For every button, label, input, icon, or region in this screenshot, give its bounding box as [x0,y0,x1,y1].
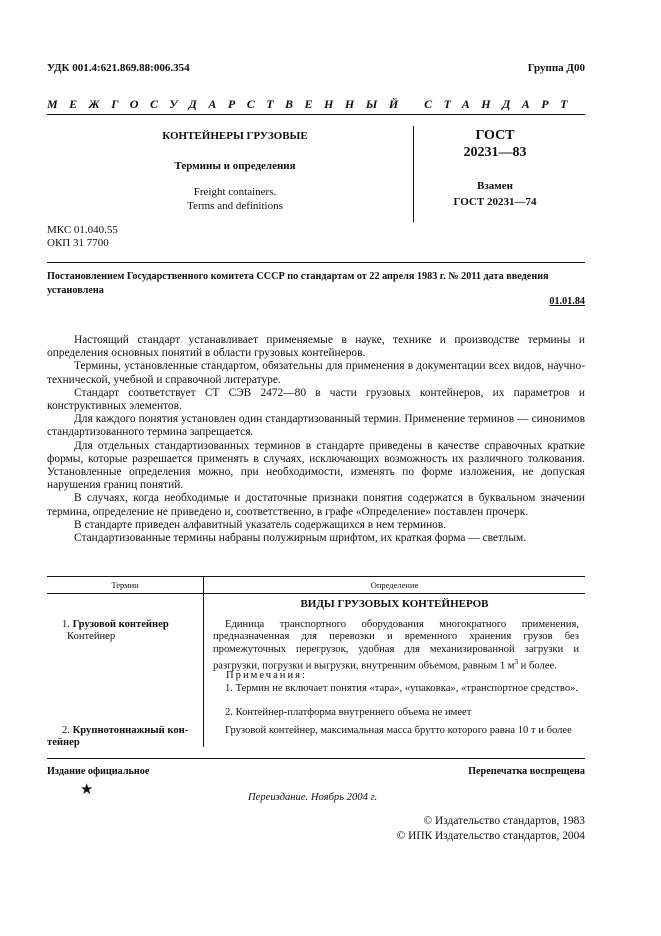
group-code: Группа Д00 [527,62,585,74]
title-block-divider [413,126,414,222]
header-divider [47,114,585,115]
replaces-value: ГОСТ 20231—74 [453,196,537,208]
table-top-border [47,576,585,577]
term-number: 2. [62,725,70,736]
gost-label: ГОСТ [475,128,515,143]
intro-paragraph: В стандарте приведен алфавитный указатель содержащихся в нем терминов. [74,518,447,531]
document-subtitle: Термины и определения [174,160,296,172]
term-definition: Единица транспортного оборудования многократного применения, предназначенная для перевозки и временного хранения грузов без промежуточных перегрузок, удобная для механизированной загрузки и разгрузки, погрузки и выгрузки, внутренним объемом, равным 1 $м^3$ и более. [213,619,579,672]
english-title-line-1: Freight containers. [193,186,277,198]
intro-paragraph: Настоящий стандарт устанавливает применяемые в науке, технике и производстве термины и определения основных понятий в области грузовых контейнеров. [47,334,585,360]
intro-paragraph: Для каждого понятия установлен один стандартизованный термин. Применение терминов — синонимов стандартизованного термина запрещается. [47,413,585,439]
table-bottom-border [47,758,585,759]
term-name-continued: тейнер [47,737,80,748]
standard-type-banner: МЕЖГОСУДАРСТВЕННЫЙ СТАНДАРТ [47,97,579,111]
decree-date: 01.01.84 [549,296,585,307]
reprint-prohibited: Перепечатка воспрещена [468,766,585,777]
decree-top-divider [47,262,585,263]
section-heading: ВИДЫ ГРУЗОВЫХ КОНТЕЙНЕРОВ [300,598,489,610]
term-name: Грузовой контейнер [72,619,169,630]
document-title: КОНТЕЙНЕРЫ ГРУЗОВЫЕ [162,130,308,142]
intro-paragraph: Для отдельных стандартизованных терминов в стандарте приведены в качестве справочных краткие формы, которые разрешается применять в случаях, исключающих возможность их различного толкования. Установленные определения можно, при необходимости, изменять по форме изложения, не допуская нарушения границ понятий. [47,439,585,492]
english-title-line-2: Terms and definitions [187,200,283,212]
udk-code: УДК 001.4:621.869.88:006.354 [47,62,190,74]
gost-number: 20231—83 [463,145,527,160]
star-icon: ★ [80,782,94,798]
intro-paragraph: Термины, установленные стандартом, обязательны для применения в документации всех видов, научно-технической, учебной и справочной литературе. [47,360,585,386]
term-definition: Грузовой контейнер, максимальная масса брутто которого равна 10 т и более [225,725,572,736]
column-header-definition: Определение [370,580,419,590]
replaces-label: Взамен [477,180,513,192]
copyright-1983: © Издательство стандартов, 1983 [423,815,585,827]
decree-text: Постановлением Государственного комитета СССР по стандартам от 22 апреля 1983 г. № 2011 дата введения установлена [47,271,549,296]
note-item: 1. Термин не включает понятия «тара», «упаковка», «транспортное средство». [225,683,579,694]
term-short-form: Контейнер [67,631,116,642]
table-header-divider [47,593,585,594]
copyright-2004: © ИПК Издательство стандартов, 2004 [396,830,585,842]
table-row [62,619,169,631]
mks-code: МКС 01.040.55 [47,224,118,236]
term-name: Крупнотоннажный кон- [72,725,189,736]
intro-paragraph: Стандартизованные термины набраны полужирным шрифтом, их краткая форма — светлым. [74,532,527,545]
table-row [62,725,200,737]
okp-code: ОКП 31 7700 [47,237,109,249]
official-edition: Издание официальное [47,766,150,777]
term-number: 1. [62,619,70,630]
reissue-note: Переиздание. Ноябрь 2004 г. [248,792,378,803]
intro-text [47,334,585,545]
note-item: 2. Контейнер-платформа внутреннего объема не имеет [225,707,472,718]
column-header-term: Термин [111,580,139,590]
intro-paragraph: В случаях, когда необходимые и достаточные признаки понятия содержатся в буквальном значении термина, определение не приведено и, соответственно, в графе «Определение» поставлен прочерк. [47,492,585,518]
notes-label: Примечания: [226,670,307,681]
intro-paragraph: Стандарт соответствует СТ СЭВ 2472—80 в части грузовых контейнеров, их параметров и конструктивных элементов. [47,386,585,413]
